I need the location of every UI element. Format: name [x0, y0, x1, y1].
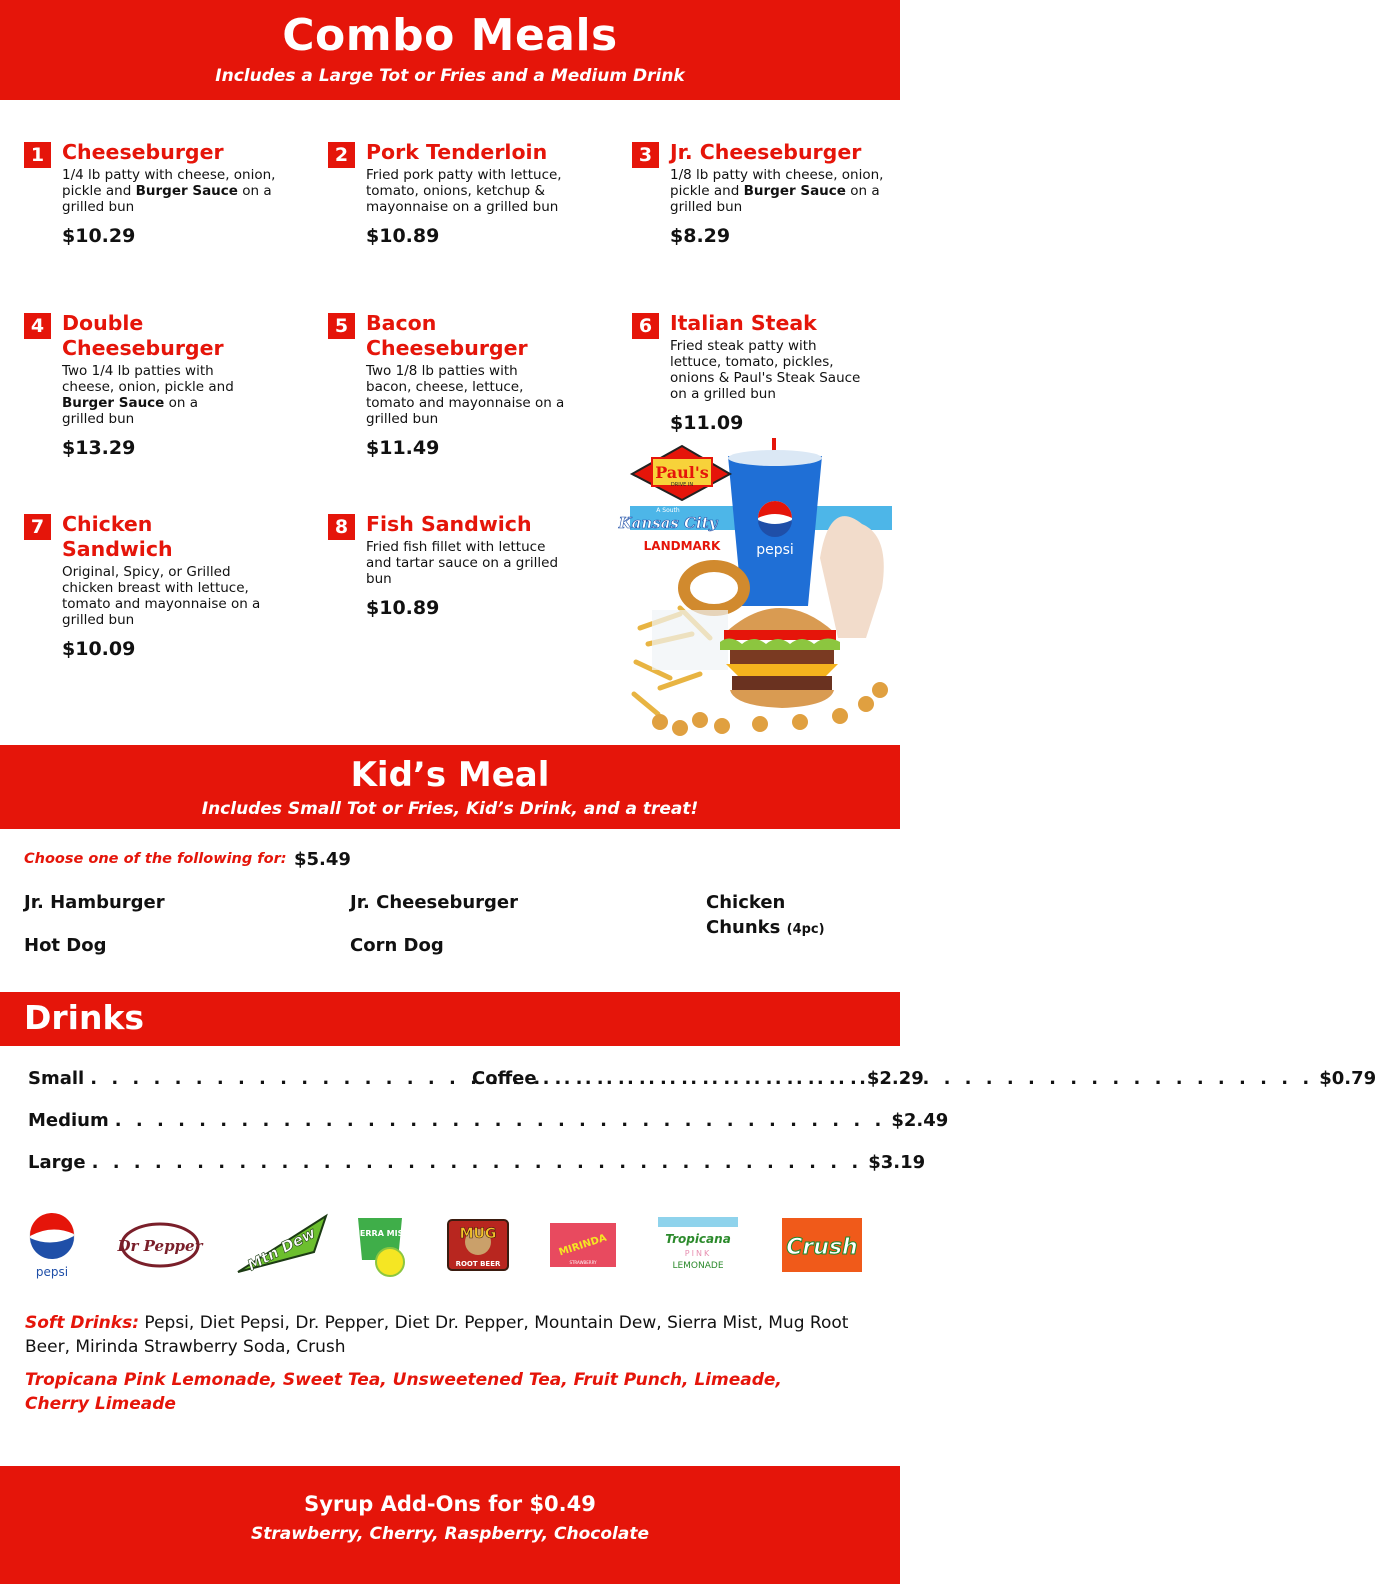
combo-number: 8: [328, 514, 355, 540]
sierra-mist-logo: [350, 1210, 410, 1280]
combo-name: Bacon Cheeseburger: [366, 311, 528, 360]
cheese: [726, 664, 838, 676]
drink-size-medium: Medium . . . $2.49: [28, 1110, 420, 1131]
cup-lid: [728, 450, 822, 466]
combo-name: Pork Tenderloin: [366, 140, 548, 164]
food-collage-illustration: [618, 438, 892, 736]
combo-price: $10.29: [62, 225, 136, 247]
tomato: [724, 630, 836, 640]
burger-bun-top: [726, 608, 834, 632]
svg-text:DRIVE IN: DRIVE IN: [670, 482, 694, 488]
combo-number: 6: [632, 313, 659, 339]
svg-text:MUG: MUG: [459, 1226, 497, 1242]
soft-drinks-names: Pepsi, Diet Pepsi, Dr. Pepper, Diet Dr. Pepper, Mountain Dew, Sierra Mist, Mug Root Beer, Mirinda Strawberry Soda, Crush: [25, 1313, 849, 1357]
svg-text:STRAWBERRY: STRAWBERRY: [569, 1260, 597, 1265]
combo-price: $10.89: [366, 597, 440, 619]
badge-landmark-text: LANDMARK: [643, 539, 721, 553]
lettuce: [720, 638, 840, 650]
drinks-header: [0, 992, 900, 1046]
kids-meal-price: $5.49: [294, 849, 351, 870]
combo-item-6: [638, 311, 870, 434]
svg-text:Mtn Dew: Mtn Dew: [244, 1223, 319, 1275]
pepsi-logo: [24, 1210, 80, 1280]
patty: [730, 650, 834, 664]
combo-header: [0, 0, 900, 100]
cup-brand-text: pepsi: [756, 542, 794, 558]
syrup-addons-title: Syrup Add-Ons for $0.49: [304, 1492, 596, 1516]
combo-item-1: [30, 140, 302, 247]
svg-text:MIRINDA: MIRINDA: [557, 1232, 609, 1259]
combo-description: 1/8 lb patty with cheese, onion, pickle and Burger Sauce on a grilled bun: [670, 167, 884, 215]
combo-description: Fried fish fillet with lettuce and tartar sauce on a grilled bun: [366, 539, 559, 587]
combo-description: Fried steak patty with lettuce, tomato, pickles, onions & Paul's Steak Sauce on a grilled bun: [670, 338, 861, 402]
tropicana-pink-lemonade-logo: [658, 1210, 738, 1280]
onion-ring: [684, 566, 744, 610]
combo-price: $11.09: [670, 412, 744, 434]
combo-description: Two 1/4 lb patties with cheese, onion, pickle and Burger Sauce on a grilled bun: [62, 363, 234, 427]
combo-price: $11.49: [366, 437, 440, 459]
combo-number: 2: [328, 142, 355, 168]
kids-item-chicken-chunks: Chicken Chunks (4pc): [706, 892, 825, 938]
combo-description: Fried pork patty with lettuce, tomato, onions, ketchup & mayonnaise on a grilled bun: [366, 167, 562, 215]
combo-number: 5: [328, 313, 355, 339]
combo-number: 4: [24, 313, 51, 339]
combo-item-4: [30, 311, 242, 459]
crush-logo: [780, 1210, 864, 1280]
combo-item-7: [30, 512, 262, 660]
dr-pepper-logo: [117, 1210, 203, 1280]
burger-bun-bottom: [730, 690, 834, 708]
svg-text:PINK: PINK: [684, 1249, 712, 1258]
combo-title: Combo Meals: [282, 10, 618, 61]
badge-small-text: A South: [656, 507, 680, 514]
kids-item-corn-dog: Corn Dog: [350, 935, 444, 956]
kids-item-jr-cheeseburger: Jr. Cheeseburger: [350, 892, 519, 913]
drink-coffee: Coffee . . . $0.79: [472, 1068, 864, 1089]
kids-meal-title: Kid’s Meal: [350, 755, 550, 795]
combo-item-2: [334, 140, 581, 247]
kids-meal-subtitle: Includes Small Tot or Fries, Kid’s Drink, and a treat!: [201, 799, 699, 819]
combo-description: 1/4 lb patty with cheese, onion, pickle and Burger Sauce on a grilled bun: [62, 167, 276, 215]
drinks-title: Drinks: [24, 998, 145, 1037]
svg-text:LEMONADE: LEMONADE: [672, 1261, 724, 1271]
svg-text:Dr Pepper: Dr Pepper: [117, 1237, 203, 1255]
svg-text:ROOT BEER: ROOT BEER: [455, 1260, 501, 1268]
kids-item-hot-dog: Hot Dog: [24, 935, 107, 956]
combo-name: Double Cheeseburger: [62, 311, 224, 360]
svg-text:SIERRA MIST: SIERRA MIST: [351, 1229, 409, 1238]
mirinda-strawberry-logo: [549, 1210, 617, 1280]
combo-name: Fish Sandwich: [366, 512, 532, 536]
mtn-dew-logo: [234, 1210, 330, 1280]
kids-item-jr-hamburger: Jr. Hamburger: [24, 892, 165, 913]
badge-city-text: Kansas City: [618, 514, 718, 532]
combo-name: Chicken Sandwich: [62, 512, 173, 561]
combo-meal-photo: [618, 438, 892, 736]
combo-name: Italian Steak: [670, 311, 817, 335]
soft-drinks-label: Soft Drinks:: [25, 1313, 140, 1333]
drink-size-small: Small . . . $2.29: [28, 1068, 420, 1089]
other-drinks-list: Tropicana Pink Lemonade, Sweet Tea, Unsweetened Tea, Fruit Punch, Limeade, Cherry Limeade: [25, 1370, 782, 1414]
combo-name: Jr. Cheeseburger: [670, 140, 862, 164]
svg-text:pepsi: pepsi: [35, 1265, 69, 1279]
combo-subtitle: Includes a Large Tot or Fries and a Medium Drink: [215, 66, 685, 86]
syrup-flavors: Strawberry, Cherry, Raspberry, Chocolate: [251, 1524, 649, 1544]
soft-drinks-list: [25, 1311, 875, 1359]
pauls-sign-text: Paul's: [655, 463, 709, 482]
svg-text:Tropicana: Tropicana: [665, 1232, 731, 1246]
combo-number: 1: [24, 142, 51, 168]
combo-description: Two 1/8 lb patties with bacon, cheese, lettuce, tomato and mayonnaise on a grilled bun: [366, 363, 565, 427]
combo-price: $8.29: [670, 225, 731, 247]
kids-choose-label: Choose one of the following for:: [24, 851, 287, 867]
combo-name: Cheeseburger: [62, 140, 224, 164]
kids-meal-header: [0, 745, 900, 829]
soft-serve-cone: [820, 516, 884, 638]
combo-price: $10.09: [62, 638, 136, 660]
combo-item-5: [334, 311, 566, 459]
mug-root-beer-logo: [446, 1210, 510, 1280]
display-stand: [652, 610, 728, 670]
combo-description: Original, Spicy, or Grilled chicken breast with lettuce, tomato and mayonnaise on a grilled bun: [62, 564, 261, 628]
combo-price: $13.29: [62, 437, 136, 459]
combo-item-3: [638, 140, 885, 247]
svg-text:Crush: Crush: [786, 1235, 858, 1260]
drink-size-large: Large . . . $3.19: [28, 1152, 420, 1173]
combo-number: 3: [632, 142, 659, 168]
combo-item-8: [334, 512, 566, 619]
combo-price: $10.89: [366, 225, 440, 247]
syrup-addons-band: [0, 1466, 900, 1584]
combo-number: 7: [24, 514, 51, 540]
